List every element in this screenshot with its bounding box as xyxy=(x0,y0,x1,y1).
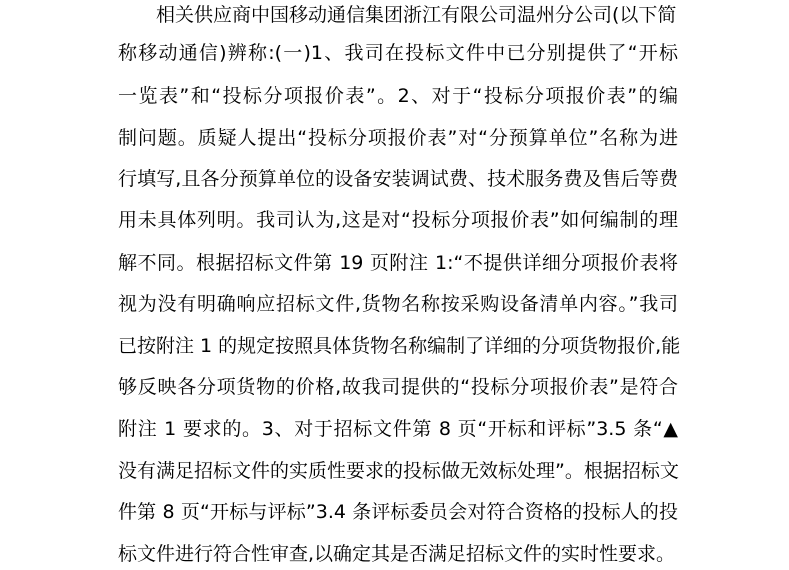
text-line: 视为没有明确响应招标文件,货物名称按采购设备清单内容。”我司 xyxy=(118,293,678,315)
text-line: 已按附注 1 的规定按照具体货物名称编制了详细的分项货物报价,能 xyxy=(118,335,681,357)
text-line: 用未具体列明。我司认为,这是对“投标分项报价表”如何编制的理 xyxy=(118,209,678,231)
text-line: 标文件进行符合性审查,以确定其是否满足招标文件的实时性要求。 xyxy=(118,543,676,565)
text-line: 附注 1 要求的。3、对于招标文件第 8 页“开标和评标”3.5 条“▲ xyxy=(118,418,678,440)
text-line: 件第 8 页“开标与评标”3.4 条评标委员会对符合资格的投标人的投 xyxy=(118,501,678,523)
text-line: 够反映各分项货物的价格,故我司提供的“投标分项报价表”是符合 xyxy=(118,376,678,398)
text-line: 一览表”和“投标分项报价表”。2、对于“投标分项报价表”的编 xyxy=(118,85,678,107)
text-line: 解不同。根据招标文件第 19 页附注 1:“不提供详细分项报价表将 xyxy=(118,252,678,274)
text-line: 相关供应商中国移动通信集团浙江有限公司温州分公司(以下简 xyxy=(156,4,677,26)
text-line: 制问题。质疑人提出“投标分项报价表”对“分预算单位”名称为进 xyxy=(118,127,678,149)
text-line: 行填写,且各分预算单位的设备安装调试费、技术服务费及售后等费 xyxy=(118,168,678,190)
text-line: 没有满足招标文件的实质性要求的投标做无效标处理”。根据招标文 xyxy=(118,460,679,482)
text-line: 称移动通信)辨称:(一)1、我司在投标文件中已分别提供了“开标 xyxy=(118,42,678,64)
